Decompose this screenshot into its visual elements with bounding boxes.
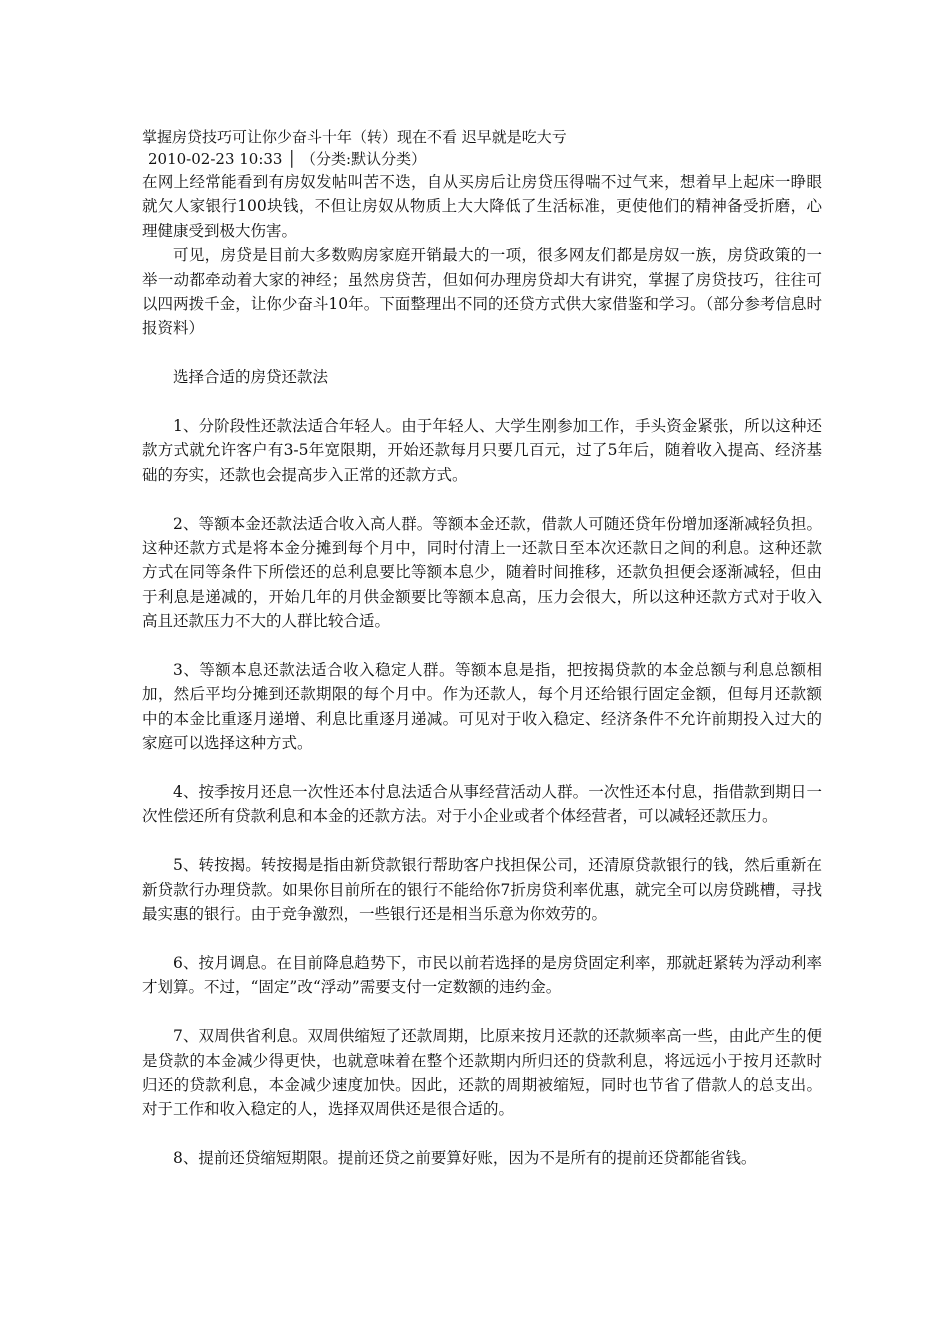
spacer (142, 390, 822, 414)
spacer (142, 1000, 822, 1024)
method-item-8: 8、提前还贷缩短期限。提前还贷之前要算好账，因为不是所有的提前还贷都能省钱。 (173, 1149, 757, 1168)
spacer (142, 829, 822, 853)
spacer (142, 341, 822, 365)
method-item-5: 5、转按揭。转按揭是指由新贷款银行帮助客户找担保公司，还清原贷款银行的钱，然后重新在新贷款行办理贷款。如果你目前所在的银行不能给你7折房贷利率优惠，就完全可以房贷跳槽，寻找最实惠的银行。由于竞争激烈，一些银行还是相当乐意为你效劳的。 (142, 856, 822, 924)
method-item-2: 2、等额本金还款法适合收入高人群。等额本金还款，借款人可随还贷年份增加逐渐减轻负担。这种还款方式是将本金分摊到每个月中，同时付清上一还款日至本次还款日之间的利息。这种还款方式在同等条件下所偿还的总利息要比等额本息少，随着时间推移，还款负担便会逐渐减轻，但由于利息是递减的，开始几年的月供金额要比等额本息高，压力会很大，所以这种还款方式对于收入高且还款压力不大的人群比较合适。 (142, 514, 822, 631)
spacer (142, 756, 822, 780)
article-title: 掌握房贷技巧可让你少奋斗十年（转）现在不看 迟早就是吃大亏 (142, 128, 567, 146)
spacer (142, 487, 822, 511)
spacer (142, 634, 822, 658)
section-heading: 选择合适的房贷还款法 (173, 368, 329, 387)
post-meta: 2010-02-23 10:33 │ （分类:默认分类） (148, 150, 427, 168)
method-item-7: 7、双周供省利息。双周供缩短了还款周期，比原来按月还款的还款频率高一些，由此产生的便是贷款的本金减少得更快，也就意味着在整个还款期内所归还的贷款利息，将远远小于按月还款时归还的贷款利息，本金减少速度加快。因此，还款的周期被缩短，同时也节省了借款人的总支出。对于工作和收入稳定的人，选择双周供还是很合适的。 (142, 1027, 822, 1119)
method-item-3: 3、等额本息还款法适合收入稳定人群。等额本息是指，把按揭贷款的本金总额与利息总额相加，然后平均分摊到还款期限的每个月中。作为还款人，每个月还给银行固定金额，但每月还款额中的本金比重逐月递增、利息比重逐月递减。可见对于收入稳定、经济条件不允许前期投入过大的家庭可以选择这种方式。 (142, 661, 822, 753)
intro-paragraph: 在网上经常能看到有房奴发帖叫苦不迭，自从买房后让房贷压得喘不过气来，想着早上起床一睁眼就欠人家银行100块钱，不但让房奴从物质上大大降低了生活标准，更使他们的精神备受折磨，心理健康受到极大伤害。 (142, 173, 822, 240)
spacer (142, 927, 822, 951)
method-item-6: 6、按月调息。在目前降息趋势下，市民以前若选择的是房贷固定利率，那就赶紧转为浮动利率才划算。不过，“固定”改“浮动”需要支付一定数额的违约金。 (142, 953, 822, 997)
method-item-1: 1、分阶段性还款法适合年轻人。由于年轻人、大学生刚参加工作，手头资金紧张，所以这种还款方式就允许客户有3-5年宽限期，开始还款每月只要几百元，过了5年后，随着收入提高、经济基础的夯实，还款也会提高步入正常的还款方式。 (142, 417, 822, 484)
spacer (142, 1122, 822, 1146)
method-item-4: 4、按季按月还息一次性还本付息法适合从事经营活动人群。一次性还本付息，指借款到期日一次性偿还所有贷款利息和本金的还款方法。对于小企业或者个体经营者，可以减轻还款压力。 (142, 783, 822, 826)
context-paragraph: 可见，房贷是目前大多数购房家庭开销最大的一项，很多网友们都是房奴一族，房贷政策的一举一动都牵动着大家的神经；虽然房贷苦，但如何办理房贷却大有讲究，掌握了房贷技巧，往往可以四两拨千金，让你少奋斗10年。下面整理出不同的还贷方式供大家借鉴和学习。（部分参考信息时报资料） (142, 246, 822, 338)
document-page (142, 126, 822, 1171)
